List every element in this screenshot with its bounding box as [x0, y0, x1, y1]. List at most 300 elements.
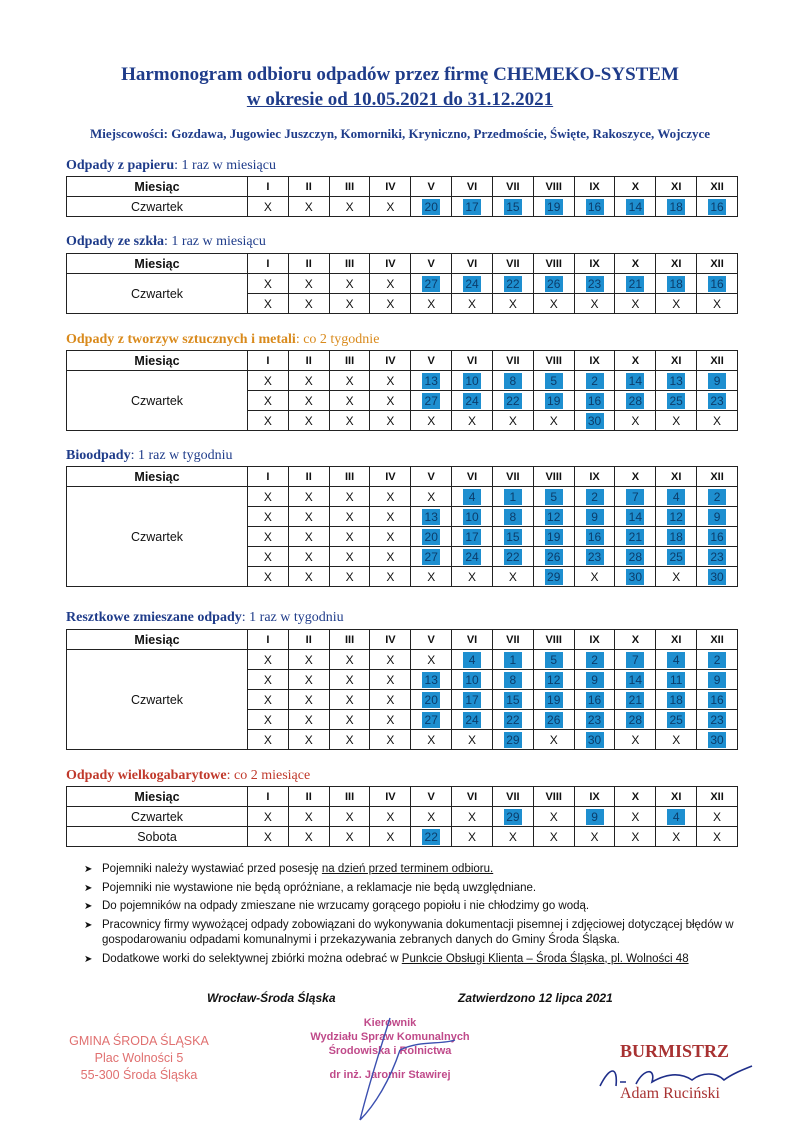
schedule-cell: X — [288, 807, 329, 827]
schedule-cell: X — [411, 567, 452, 587]
month-header-cell: XI — [656, 787, 697, 807]
schedule-table-mixed — [66, 629, 738, 750]
schedule-table-paper — [66, 176, 738, 217]
schedule-cell — [492, 807, 533, 827]
schedule-cell: X — [452, 730, 493, 750]
schedule-cell: X — [492, 827, 533, 847]
page-subtitle-period: w okresie od 10.05.2021 do 31.12.2021 — [246, 89, 554, 110]
schedule-cell: X — [288, 567, 329, 587]
section-bio-name: Bioodpady — [66, 448, 131, 463]
pickup-date: 23 — [586, 549, 604, 565]
schedule-cell — [656, 650, 697, 670]
pickup-date: 18 — [667, 692, 685, 708]
schedule-cell: X — [370, 411, 411, 431]
pickup-date: 9 — [586, 809, 604, 825]
schedule-cell — [697, 371, 738, 391]
schedule-cell: X — [370, 710, 411, 730]
schedule-cell: X — [248, 294, 289, 314]
schedule-cell: X — [248, 274, 289, 294]
stamp-line: Środowiska i Rolnictwa — [328, 1045, 452, 1057]
pickup-date: 20 — [422, 199, 440, 215]
stamp-line: 55-300 Środa Śląska — [80, 1068, 198, 1082]
schedule-cell: X — [329, 827, 370, 847]
month-row-label: Miesiąc — [67, 177, 248, 197]
pickup-date: 23 — [586, 712, 604, 728]
pickup-date: 15 — [504, 692, 522, 708]
schedule-cell: X — [288, 650, 329, 670]
pickup-date: 4 — [463, 652, 481, 668]
schedule-cell: X — [329, 690, 370, 710]
note-text: Dodatkowe worki do selektywnej zbiórki można odebrać w — [102, 952, 402, 965]
pickup-date: 29 — [545, 569, 563, 585]
pickup-date: 18 — [667, 199, 685, 215]
section-paper-name: Odpady z papieru — [66, 158, 175, 173]
schedule-cell: X — [370, 507, 411, 527]
schedule-cell — [697, 527, 738, 547]
schedule-cell: X — [329, 527, 370, 547]
pickup-date: 9 — [586, 672, 604, 688]
pickup-date: 17 — [463, 529, 481, 545]
pickup-date: 30 — [586, 732, 604, 748]
month-header-cell: X — [615, 254, 656, 274]
pickup-date: 9 — [708, 672, 726, 688]
schedule-cell: X — [574, 567, 615, 587]
schedule-cell: X — [288, 710, 329, 730]
schedule-cell: X — [615, 730, 656, 750]
pickup-date: 10 — [463, 373, 481, 389]
month-header-cell: VII — [492, 351, 533, 371]
pickup-date: 29 — [504, 732, 522, 748]
day-row-label: Czwartek — [67, 807, 248, 827]
month-header-cell: V — [411, 351, 452, 371]
table-header-row — [67, 177, 738, 197]
month-header-cell: VII — [492, 630, 533, 650]
pickup-date: 11 — [667, 672, 685, 688]
schedule-cell — [615, 274, 656, 294]
section-plastic-name: Odpady z tworzyw sztucznych i metali — [66, 332, 296, 347]
note-item — [84, 918, 774, 949]
note-underlined-text: na dzień przed terminem odbioru. — [321, 863, 494, 875]
pickup-date: 20 — [422, 692, 440, 708]
pickup-date: 12 — [545, 672, 563, 688]
pickup-date: 16 — [586, 393, 604, 409]
schedule-cell: X — [370, 487, 411, 507]
schedule-cell: X — [370, 650, 411, 670]
schedule-cell — [411, 507, 452, 527]
section-glass-frequency: : 1 raz w miesiącu — [164, 234, 266, 249]
pickup-date: 17 — [463, 199, 481, 215]
schedule-cell: X — [288, 547, 329, 567]
month-header-cell: VII — [492, 254, 533, 274]
schedule-cell: X — [452, 827, 493, 847]
schedule-cell — [533, 274, 574, 294]
schedule-cell — [411, 371, 452, 391]
schedule-cell — [411, 827, 452, 847]
schedule-cell — [452, 391, 493, 411]
pickup-date: 5 — [545, 373, 563, 389]
schedule-cell — [492, 527, 533, 547]
section-paper-frequency: : 1 raz w miesiącu — [174, 158, 276, 173]
table-row — [67, 827, 738, 847]
schedule-cell: X — [288, 197, 329, 217]
month-header-cell: III — [329, 467, 370, 487]
localities-list: Gozdawa, Jugowiec Juszczyn, Komorniki, Kryniczno, Przedmoście, Święte, Rakoszyce, Wojczyce — [171, 126, 711, 141]
pickup-date: 18 — [667, 276, 685, 292]
schedule-cell — [452, 527, 493, 547]
schedule-cell — [452, 710, 493, 730]
pickup-date: 14 — [626, 199, 644, 215]
pickup-date: 9 — [708, 373, 726, 389]
schedule-cell — [656, 670, 697, 690]
schedule-cell: X — [329, 807, 370, 827]
schedule-cell — [492, 547, 533, 567]
table-row — [67, 650, 738, 670]
month-row-label: Miesiąc — [67, 787, 248, 807]
pickup-date: 14 — [626, 373, 644, 389]
schedule-cell — [411, 690, 452, 710]
schedule-cell — [533, 507, 574, 527]
schedule-cell: X — [533, 411, 574, 431]
schedule-cell — [533, 690, 574, 710]
month-row-label: Miesiąc — [67, 467, 248, 487]
pickup-date: 20 — [422, 529, 440, 545]
pickup-date: 4 — [667, 489, 685, 505]
schedule-cell — [533, 547, 574, 567]
pickup-date: 23 — [708, 393, 726, 409]
schedule-cell — [574, 487, 615, 507]
schedule-cell: X — [411, 294, 452, 314]
schedule-cell — [574, 690, 615, 710]
schedule-cell — [492, 274, 533, 294]
month-header-cell: XII — [697, 351, 738, 371]
table-row — [67, 807, 738, 827]
schedule-cell: X — [492, 294, 533, 314]
schedule-cell — [452, 670, 493, 690]
month-header-cell: VII — [492, 467, 533, 487]
schedule-cell: X — [329, 391, 370, 411]
schedule-cell: X — [370, 274, 411, 294]
schedule-cell: X — [370, 730, 411, 750]
month-header-cell: II — [288, 351, 329, 371]
month-header-cell: V — [411, 630, 452, 650]
schedule-cell — [492, 197, 533, 217]
stamp-line: Plac Wolności 5 — [94, 1051, 184, 1065]
month-header-cell: VIII — [533, 177, 574, 197]
pickup-date: 10 — [463, 509, 481, 525]
month-header-cell: III — [329, 177, 370, 197]
month-header-cell: XI — [656, 177, 697, 197]
month-header-cell: V — [411, 787, 452, 807]
pickup-date: 27 — [422, 276, 440, 292]
month-header-cell: X — [615, 630, 656, 650]
pickup-date: 14 — [626, 509, 644, 525]
pickup-date: 2 — [586, 652, 604, 668]
schedule-cell — [615, 567, 656, 587]
schedule-cell: X — [248, 411, 289, 431]
day-row-label: Czwartek — [67, 487, 248, 587]
note-item — [84, 899, 774, 915]
schedule-cell — [697, 567, 738, 587]
month-header-cell: IX — [574, 467, 615, 487]
schedule-cell: X — [533, 827, 574, 847]
schedule-cell: X — [248, 197, 289, 217]
schedule-cell: X — [329, 730, 370, 750]
pickup-date: 26 — [545, 276, 563, 292]
month-header-cell: VI — [452, 467, 493, 487]
pickup-date: 16 — [708, 199, 726, 215]
pickup-date: 28 — [626, 549, 644, 565]
pickup-date: 1 — [504, 489, 522, 505]
schedule-cell: X — [452, 411, 493, 431]
schedule-cell — [533, 487, 574, 507]
schedule-cell — [533, 567, 574, 587]
pickup-date: 22 — [504, 393, 522, 409]
schedule-cell — [574, 527, 615, 547]
pickup-date: 28 — [626, 393, 644, 409]
pickup-date: 24 — [463, 549, 481, 565]
pickup-date: 30 — [626, 569, 644, 585]
pickup-date: 23 — [586, 276, 604, 292]
schedule-cell — [656, 807, 697, 827]
month-header-cell: V — [411, 254, 452, 274]
table-header-row — [67, 787, 738, 807]
schedule-cell — [656, 274, 697, 294]
month-header-cell: XII — [697, 630, 738, 650]
schedule-cell: X — [697, 294, 738, 314]
month-header-cell: IX — [574, 254, 615, 274]
schedule-cell: X — [697, 827, 738, 847]
schedule-cell: X — [370, 670, 411, 690]
schedule-cell — [574, 507, 615, 527]
schedule-cell — [574, 730, 615, 750]
month-header-cell: VIII — [533, 630, 574, 650]
pickup-date: 17 — [463, 692, 481, 708]
table-header-row — [67, 351, 738, 371]
pickup-date: 8 — [504, 509, 522, 525]
schedule-cell — [492, 690, 533, 710]
month-header-cell: IX — [574, 787, 615, 807]
month-header-cell: I — [248, 630, 289, 650]
pickup-date: 4 — [463, 489, 481, 505]
month-header-cell: III — [329, 351, 370, 371]
pickup-date: 19 — [545, 529, 563, 545]
month-row-label: Miesiąc — [67, 351, 248, 371]
month-header-cell: X — [615, 351, 656, 371]
section-mixed-frequency: : 1 raz w tygodniu — [241, 610, 344, 625]
schedule-cell: X — [248, 827, 289, 847]
schedule-cell: X — [329, 650, 370, 670]
schedule-cell — [452, 650, 493, 670]
schedule-cell: X — [370, 197, 411, 217]
month-header-cell: XI — [656, 254, 697, 274]
schedule-cell: X — [248, 807, 289, 827]
schedule-cell: X — [574, 294, 615, 314]
schedule-cell: X — [329, 274, 370, 294]
schedule-cell: X — [288, 371, 329, 391]
schedule-cell: X — [370, 567, 411, 587]
schedule-cell — [574, 710, 615, 730]
handwritten-signature-mid — [330, 1010, 470, 1130]
pickup-date: 16 — [708, 692, 726, 708]
schedule-cell — [574, 670, 615, 690]
schedule-cell — [615, 650, 656, 670]
schedule-cell — [411, 710, 452, 730]
schedule-table-bio — [66, 466, 738, 587]
stamp-line: dr inż. Jaromir Stawirej — [329, 1069, 451, 1081]
pickup-date: 15 — [504, 199, 522, 215]
schedule-cell: X — [452, 567, 493, 587]
month-header-cell: II — [288, 177, 329, 197]
month-header-cell: VI — [452, 177, 493, 197]
month-header-cell: I — [248, 177, 289, 197]
schedule-table-plastic — [66, 350, 738, 431]
month-header-cell: X — [615, 787, 656, 807]
pickup-date: 30 — [708, 732, 726, 748]
schedule-cell — [574, 411, 615, 431]
pickup-date: 5 — [545, 489, 563, 505]
pickup-date: 30 — [586, 413, 604, 429]
month-header-cell: I — [248, 467, 289, 487]
section-paper-heading — [66, 158, 276, 174]
schedule-cell: X — [288, 487, 329, 507]
pickup-date: 28 — [626, 712, 644, 728]
schedule-cell: X — [288, 690, 329, 710]
month-header-cell: II — [288, 787, 329, 807]
month-header-cell: XI — [656, 467, 697, 487]
month-header-cell: VII — [492, 787, 533, 807]
schedule-cell: X — [411, 411, 452, 431]
table-header-row — [67, 254, 738, 274]
pickup-date: 16 — [708, 529, 726, 545]
month-header-cell: III — [329, 630, 370, 650]
day-row-label: Sobota — [67, 827, 248, 847]
schedule-cell — [411, 274, 452, 294]
schedule-cell: X — [329, 487, 370, 507]
schedule-cell: X — [411, 487, 452, 507]
schedule-cell: X — [370, 294, 411, 314]
section-mixed-name: Resztkowe zmieszane odpady — [66, 610, 242, 625]
schedule-cell: X — [370, 547, 411, 567]
pickup-date: 8 — [504, 373, 522, 389]
schedule-cell — [533, 670, 574, 690]
schedule-cell: X — [615, 411, 656, 431]
table-header-row — [67, 467, 738, 487]
month-header-cell: VI — [452, 351, 493, 371]
month-header-cell: IV — [370, 630, 411, 650]
municipality-stamp — [64, 1033, 214, 1084]
month-header-cell: VIII — [533, 467, 574, 487]
month-header-cell: V — [411, 467, 452, 487]
pickup-date: 22 — [504, 549, 522, 565]
schedule-cell: X — [248, 527, 289, 547]
month-header-cell: I — [248, 787, 289, 807]
month-header-cell: I — [248, 254, 289, 274]
month-header-cell: XII — [697, 177, 738, 197]
pickup-date: 24 — [463, 712, 481, 728]
section-glass-name: Odpady ze szkła — [66, 234, 165, 249]
table-header-row — [67, 630, 738, 650]
pickup-date: 30 — [708, 569, 726, 585]
pickup-date: 13 — [422, 672, 440, 688]
schedule-cell — [656, 690, 697, 710]
schedule-cell — [656, 527, 697, 547]
section-bulky-heading — [66, 768, 310, 784]
pickup-date: 18 — [667, 529, 685, 545]
schedule-cell — [492, 507, 533, 527]
section-plastic-frequency: : co 2 tygodnie — [295, 332, 380, 347]
schedule-cell — [574, 391, 615, 411]
schedule-cell — [656, 197, 697, 217]
month-header-cell: XI — [656, 351, 697, 371]
month-header-cell: XII — [697, 467, 738, 487]
pickup-date: 22 — [422, 829, 440, 845]
schedule-cell — [697, 670, 738, 690]
note-text: Do pojemników na odpady zmieszane nie wrzucamy gorącego popiołu i nie chłodzimy go wodą. — [102, 900, 590, 912]
note-item — [84, 881, 774, 897]
schedule-cell — [615, 670, 656, 690]
pickup-date: 2 — [586, 489, 604, 505]
schedule-cell: X — [248, 487, 289, 507]
schedule-cell: X — [248, 710, 289, 730]
section-glass-heading — [66, 234, 266, 250]
page-title: Harmonogram odbioru odpadów przez firmę CHEMEKO-SYSTEM — [121, 64, 679, 85]
schedule-cell: X — [329, 411, 370, 431]
month-header-cell: XI — [656, 630, 697, 650]
month-header-cell: VIII — [533, 254, 574, 274]
schedule-cell: X — [370, 527, 411, 547]
month-header-cell: VIII — [533, 787, 574, 807]
schedule-cell: X — [370, 391, 411, 411]
month-header-cell: VII — [492, 177, 533, 197]
note-item — [84, 952, 774, 968]
schedule-cell — [492, 487, 533, 507]
month-row-label: Miesiąc — [67, 630, 248, 650]
schedule-cell — [615, 487, 656, 507]
schedule-cell: X — [248, 507, 289, 527]
localities-label: Miejscowości: — [89, 126, 168, 141]
schedule-cell: X — [615, 294, 656, 314]
schedule-cell — [656, 371, 697, 391]
day-row-label: Czwartek — [67, 197, 248, 217]
pickup-date: 21 — [626, 529, 644, 545]
stamp-line: GMINA ŚRODA ŚLĄSKA — [69, 1034, 209, 1048]
schedule-cell: X — [656, 730, 697, 750]
stamp-line: Wydziału Spraw Komunalnych — [310, 1031, 470, 1043]
schedule-cell: X — [533, 807, 574, 827]
pickup-date: 2 — [586, 373, 604, 389]
schedule-cell — [615, 690, 656, 710]
pickup-date: 2 — [708, 489, 726, 505]
schedule-cell — [615, 197, 656, 217]
pickup-date: 19 — [545, 199, 563, 215]
schedule-cell — [452, 507, 493, 527]
schedule-cell: X — [533, 730, 574, 750]
month-header-cell: II — [288, 467, 329, 487]
schedule-cell — [452, 690, 493, 710]
schedule-cell — [492, 730, 533, 750]
schedule-cell: X — [615, 827, 656, 847]
month-header-cell: IX — [574, 177, 615, 197]
month-row-label: Miesiąc — [67, 254, 248, 274]
pickup-date: 26 — [545, 712, 563, 728]
schedule-cell: X — [411, 650, 452, 670]
localities-line — [0, 126, 800, 142]
schedule-cell — [697, 197, 738, 217]
schedule-cell: X — [411, 730, 452, 750]
note-text: Pojemniki nie wystawione nie będą opróżniane, a reklamacje nie będą uwzględniane. — [102, 881, 537, 894]
schedule-cell — [533, 710, 574, 730]
pickup-date: 12 — [545, 509, 563, 525]
